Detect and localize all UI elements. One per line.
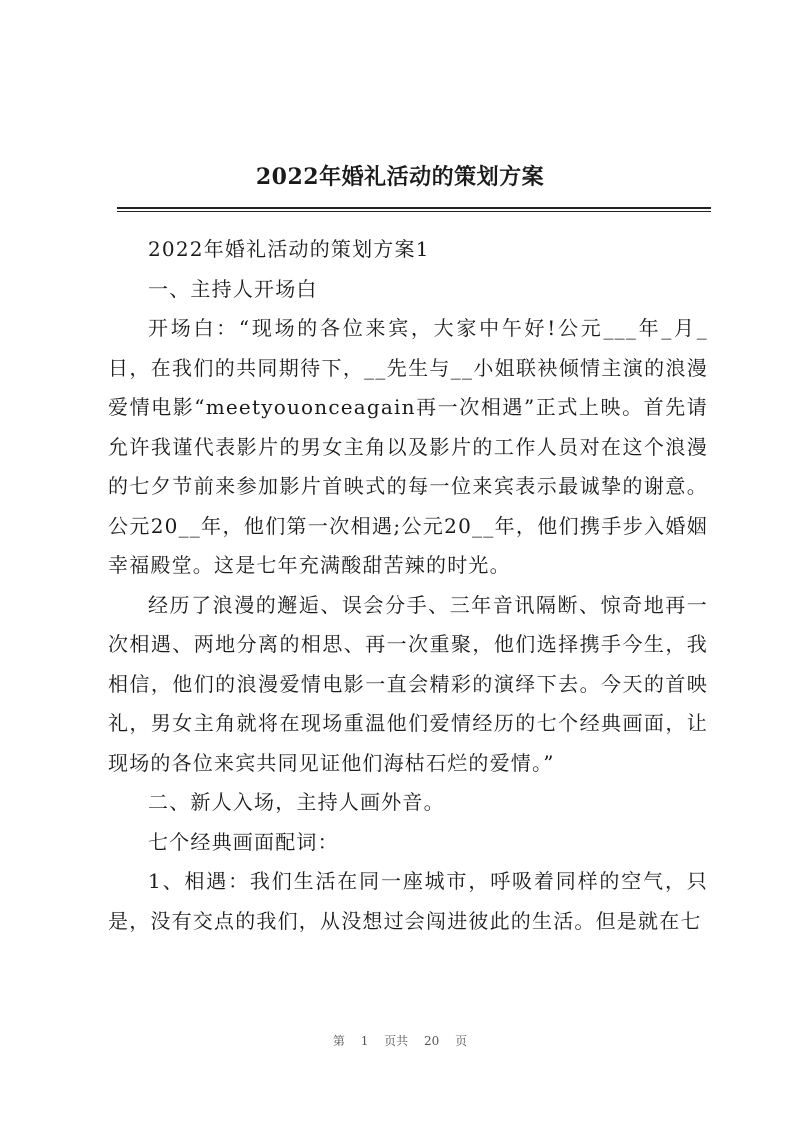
document-body xyxy=(108,230,708,941)
page-footer xyxy=(0,1032,800,1049)
footer-total-pages: 20 xyxy=(424,1034,440,1048)
footer-page-label: 第 xyxy=(332,1034,345,1048)
body-paragraph: 经历了浪漫的邂逅、误会分手、三年音讯隔断、惊奇地再一次相遇、两地分离的相思、再一次重聚，他们选择携手今生，我相信，他们的浪漫爱情电影一直会精彩的演绎下去。今天的首映礼，男女主角就将在现场重温他们爱情经历的七个经典画面，让现场的各位来宾共同见证他们海枯石烂的爱情。” xyxy=(108,592,708,775)
body-paragraph: 1、相遇：我们生活在同一座城市，呼吸着同样的空气，只是，没有交点的我们，从没想过会闯进彼此的生活。但是就在七 xyxy=(108,869,708,933)
document-title: 2022年婚礼活动的策划方案 xyxy=(255,164,545,190)
body-paragraph: 开场白：“现场的各位来宾，大家中午好!公元___年_月_日，在我们的共同期待下，__先生与__小姐联袂倾情主演的浪漫爱情电影“meetyouonceagain再一次相遇”正式上映。首先请允许我谨代表影片的男女主角以及影片的工作人员对在这个浪漫的七夕节前来参加影片首映式的每一位来宾表示最诚挚的谢意。公元20__年，他们第一次相遇;公元20__年，他们携手步入婚姻幸福殿堂。这是七年充满酸甜苦辣的时光。 xyxy=(108,316,708,577)
title-divider xyxy=(117,207,711,212)
subsection-heading: 二、新人入场，主持人画外音。 xyxy=(148,790,445,814)
section-heading: 2022年婚礼活动的策划方案1 xyxy=(148,237,430,261)
footer-page-total-label: 页共 xyxy=(384,1034,409,1048)
body-paragraph: 七个经典画面配词： xyxy=(148,829,339,854)
footer-current-page: 1 xyxy=(360,1034,369,1048)
subsection-heading: 一、主持人开场白 xyxy=(148,276,318,301)
footer-page-unit: 页 xyxy=(455,1034,468,1048)
